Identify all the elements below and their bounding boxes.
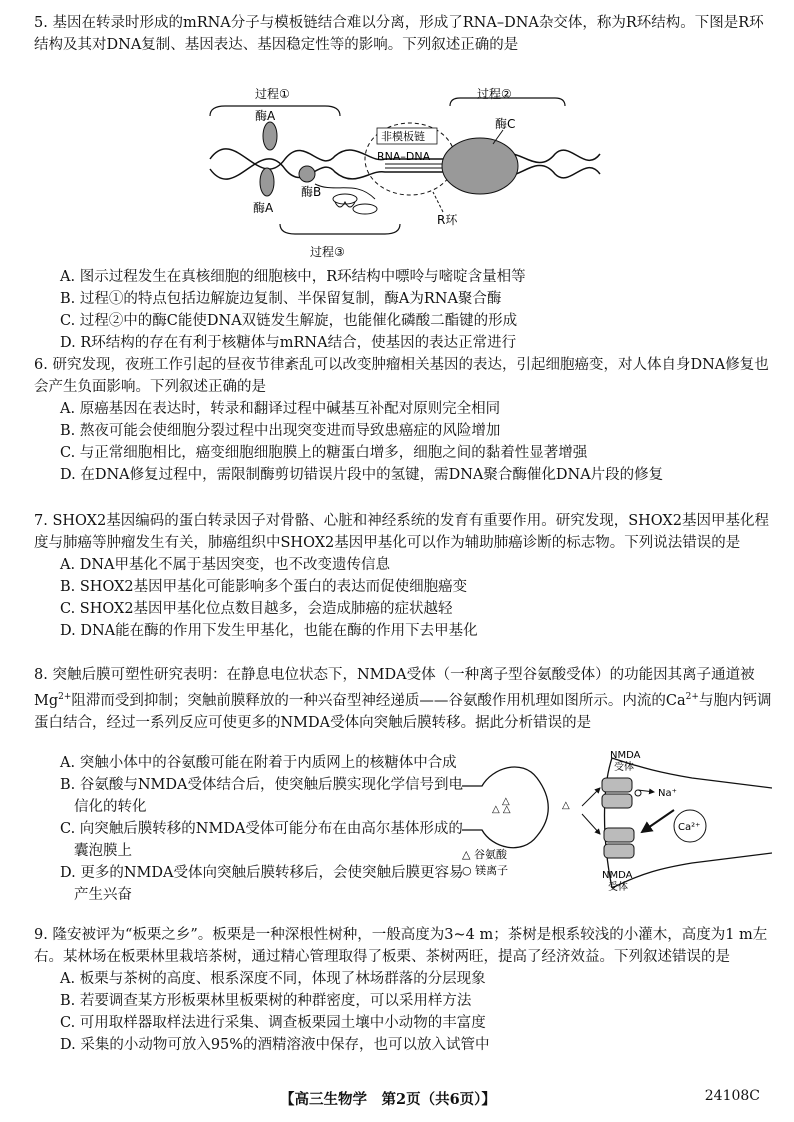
question-7 — [34, 510, 774, 642]
label-enzyme-a-bottom: 酶A — [253, 201, 274, 215]
legend-glutamate: △ 谷氨酸 — [462, 848, 507, 861]
q5-option-c: C. 过程②中的酶C能使DNA双链发生解旋，也能催化磷酸二酯键的形成 — [60, 313, 518, 329]
question-5-stem: 5. 基因在转录时形成的mRNA分子与模板链结合难以分离，形成了RNA–DNA杂交体，称为R环结构。下图是R环结构及其对DNA复制、基因表达、基因稳定性等的影响。下列叙述正确的是 — [34, 15, 764, 53]
label-enzyme-c: 酶C — [495, 117, 516, 131]
label-rna-dna: RNA–DNA — [377, 150, 431, 163]
label-r-loop: R环 — [437, 213, 458, 227]
question-8-options — [34, 752, 464, 906]
label-receptor-top: 受体 — [614, 762, 634, 773]
label-process2: 过程② — [477, 87, 512, 101]
q9-option-c: C. 可用取样器取样法进行采集、调查板栗园土壤中小动物的丰富度 — [60, 1015, 486, 1031]
question-8 — [34, 664, 774, 734]
q8-option-d: D. 更多的NMDA受体向突触后膜转移后，会使突触后膜更容易产生兴奋 — [60, 865, 464, 903]
label-nmda-top: NMDA — [610, 750, 641, 761]
q6-option-c: C. 与正常细胞相比，癌变细胞细胞膜上的糖蛋白增多，细胞之间的黏着性显著增强 — [60, 445, 588, 461]
q5-option-b: B. 过程①的特点包括边解旋边复制、半保留复制，酶A为RNA聚合酶 — [60, 291, 502, 307]
question-9-stem: 9. 隆安被评为“板栗之乡”。板栗是一种深根性树种，一般高度为3~4 m；茶树是根系较浅的小灌木，高度为1 m左右。某林场在板栗林里栽培茶树，通过精心管理取得了板栗、茶树两旺，提高了经济效益。下列叙述错误的是 — [34, 927, 768, 965]
synapse-figure — [462, 748, 772, 896]
question-8-stem: 8. 突触后膜可塑性研究表明：在静息电位状态下，NMDA受体（一种离子型谷氨酸受体）的功能因其离子通道被$Mg^{2+}$阻滞而受到抑制；突触前膜释放的一种兴奋型神经递质——谷氨酸作用机理如图所示。内流的$Ca^{2+}$与胞内钙调蛋白结合，经过一系列反应可使更多的NMDA受体向突触后膜转移。据此分析错误的是 — [34, 667, 772, 731]
label-enzyme-a-top: 酶A — [255, 109, 276, 123]
nmda-receptor-top — [602, 778, 641, 808]
q6-option-d: D. 在DNA修复过程中，需限制酶剪切错误片段中的氢键，需DNA聚合酶催化DNA片段的修复 — [60, 467, 664, 483]
question-7-stem: 7. SHOX2基因编码的蛋白转录因子对骨骼、心脏和神经系统的发育有重要作用。研究发现，SHOX2基因甲基化程度与肺癌等肿瘤发生有关，肺癌组织中SHOX2基因甲基化可以作为辅助肺癌诊断的标志物。下列说法错误的是 — [34, 513, 769, 551]
footer-title: 【高三生物学 第2页（共6页）】 — [280, 1091, 496, 1108]
q9-option-b: B. 若要调查某方形板栗林里板栗树的种群密度，可以采用样方法 — [60, 993, 472, 1009]
label-receptor-bottom: 受体 — [608, 882, 628, 893]
q9-option-a: A. 板栗与茶树的高度、根系深度不同，体现了林场群落的分层现象 — [60, 971, 486, 987]
svg-text:△ △: △ △ — [492, 804, 511, 815]
question-5-options — [34, 266, 774, 354]
question-6-stem: 6. 研究发现，夜班工作引起的昼夜节律紊乱可以改变肿瘤相关基因的表达，引起细胞癌变，对人体自身DNA修复也会产生负面影响。下列叙述正确的是 — [34, 357, 769, 395]
legend-magnesium: ○ 镁离子 — [462, 864, 509, 877]
q5-option-d: D. R环结构的存在有利于核糖体与mRNA结合，使基因的表达正常进行 — [60, 335, 517, 351]
q8-option-c: C. 向突触后膜转移的NMDA受体可能分布在由高尔基体形成的囊泡膜上 — [60, 821, 463, 859]
q7-option-d: D. DNA能在酶的作用下发生甲基化，也能在酶的作用下去甲基化 — [60, 623, 478, 639]
label-na: Na⁺ — [658, 788, 677, 799]
label-nmda-bottom: NMDA — [602, 870, 633, 881]
question-5 — [34, 12, 774, 56]
question-6 — [34, 354, 774, 486]
q8-option-a: A. 突触小体中的谷氨酸可能在附着于内质网上的核糖体中合成 — [60, 755, 457, 771]
label-enzyme-b: 酶B — [301, 185, 322, 199]
q7-option-a: A. DNA甲基化不属于基因突变，也不改变遗传信息 — [60, 557, 390, 573]
question-9 — [34, 924, 774, 1056]
label-nontemplate: 非模板链 — [381, 130, 425, 143]
q6-option-a: A. 原癌基因在表达时，转录和翻译过程中碱基互补配对原则完全相同 — [60, 401, 501, 417]
label-process3: 过程③ — [310, 245, 345, 259]
q9-option-d: D. 采集的小动物可放入95%的酒精溶液中保存，也可以放入试管中 — [60, 1037, 490, 1053]
q7-option-c: C. SHOX2基因甲基化位点数目越多，会造成肺癌的症状越轻 — [60, 601, 453, 617]
nmda-receptor-bottom — [604, 828, 634, 858]
label-process1: 过程① — [255, 87, 290, 101]
q7-option-b: B. SHOX2基因甲基化可能影响多个蛋白的表达而促使细胞癌变 — [60, 579, 468, 595]
r-loop-figure — [205, 84, 605, 264]
footer-code: 24108C — [704, 1088, 760, 1104]
q8-option-b: B. 谷氨酸与NMDA受体结合后，使突触后膜实现化学信号到电信化的转化 — [60, 777, 464, 815]
label-ca: Ca²⁺ — [678, 822, 701, 833]
q5-option-a: A. 图示过程发生在真核细胞的细胞核中，R环结构中嘌呤与嘧啶含量相等 — [60, 269, 526, 285]
svg-text:△: △ — [562, 800, 570, 811]
q6-option-b: B. 熬夜可能会使细胞分裂过程中出现突变进而导致患癌症的风险增加 — [60, 423, 501, 439]
page-footer — [0, 1088, 794, 1114]
svg-text:△: △ — [502, 796, 510, 807]
